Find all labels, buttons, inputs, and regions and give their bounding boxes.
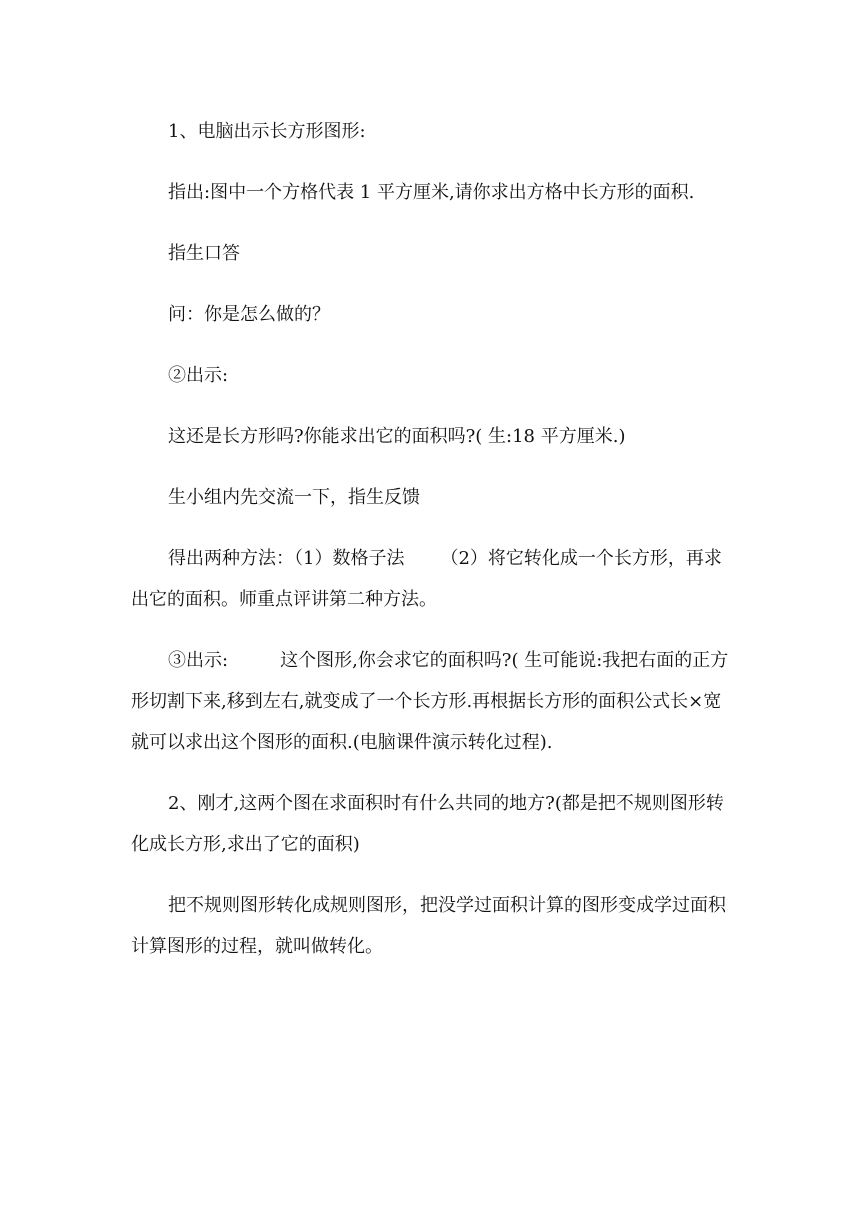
paragraph-oral-answer xyxy=(131,233,731,274)
paragraph-text: 这个图形,你会求它的面积吗?( 生可能说:我把右面的正方形切割下来,移到左右,就变成了一个长方形.再根据长方形的面积公式长×宽就可以求出这个图形的面积.(电脑课件演示转化过程). xyxy=(131,650,729,753)
paragraph-text: 1、电脑出示长方形图形: xyxy=(168,121,366,142)
paragraph-group-discussion xyxy=(131,477,731,518)
paragraph-text: 生小组内先交流一下，指生反馈 xyxy=(168,487,420,508)
paragraph-instruction xyxy=(131,172,731,213)
paragraph-text: 问：你是怎么做的？ xyxy=(168,304,330,325)
paragraph-transformation-definition xyxy=(131,885,731,967)
paragraph-text: 指生口答 xyxy=(168,243,240,264)
method-two-text: （2）将它转化成一个长方形，再求出它的面积。师重点评讲第二种方法。 xyxy=(131,548,722,610)
method-one-text: 得出两种方法：（1）数格子法 xyxy=(168,548,405,569)
document-body xyxy=(131,111,731,987)
paragraph-step-2 xyxy=(131,783,731,865)
show-label: ③出示: xyxy=(168,650,229,671)
paragraph-question xyxy=(131,294,731,335)
paragraph-text: 指出:图中一个方格代表 1 平方厘米,请你求出方格中长方形的面积. xyxy=(168,182,695,203)
paragraph-show-2 xyxy=(131,355,731,396)
paragraph-text: 把不规则图形转化成规则图形，把没学过面积计算的图形变成学过面积计算图形的过程，就叫做转化。 xyxy=(131,895,726,957)
paragraph-show-3 xyxy=(131,640,731,763)
paragraph-two-methods xyxy=(131,538,731,620)
paragraph-text: ②出示: xyxy=(168,365,229,386)
paragraph-text: 这还是长方形吗?你能求出它的面积吗?( 生:18 平方厘米.) xyxy=(168,426,626,447)
paragraph-text: 2、刚才,这两个图在求面积时有什么共同的地方?(都是把不规则图形转化成长方形,求出了它的面积) xyxy=(131,793,724,855)
paragraph-still-rectangle xyxy=(131,416,731,457)
paragraph-step-1 xyxy=(131,111,731,152)
